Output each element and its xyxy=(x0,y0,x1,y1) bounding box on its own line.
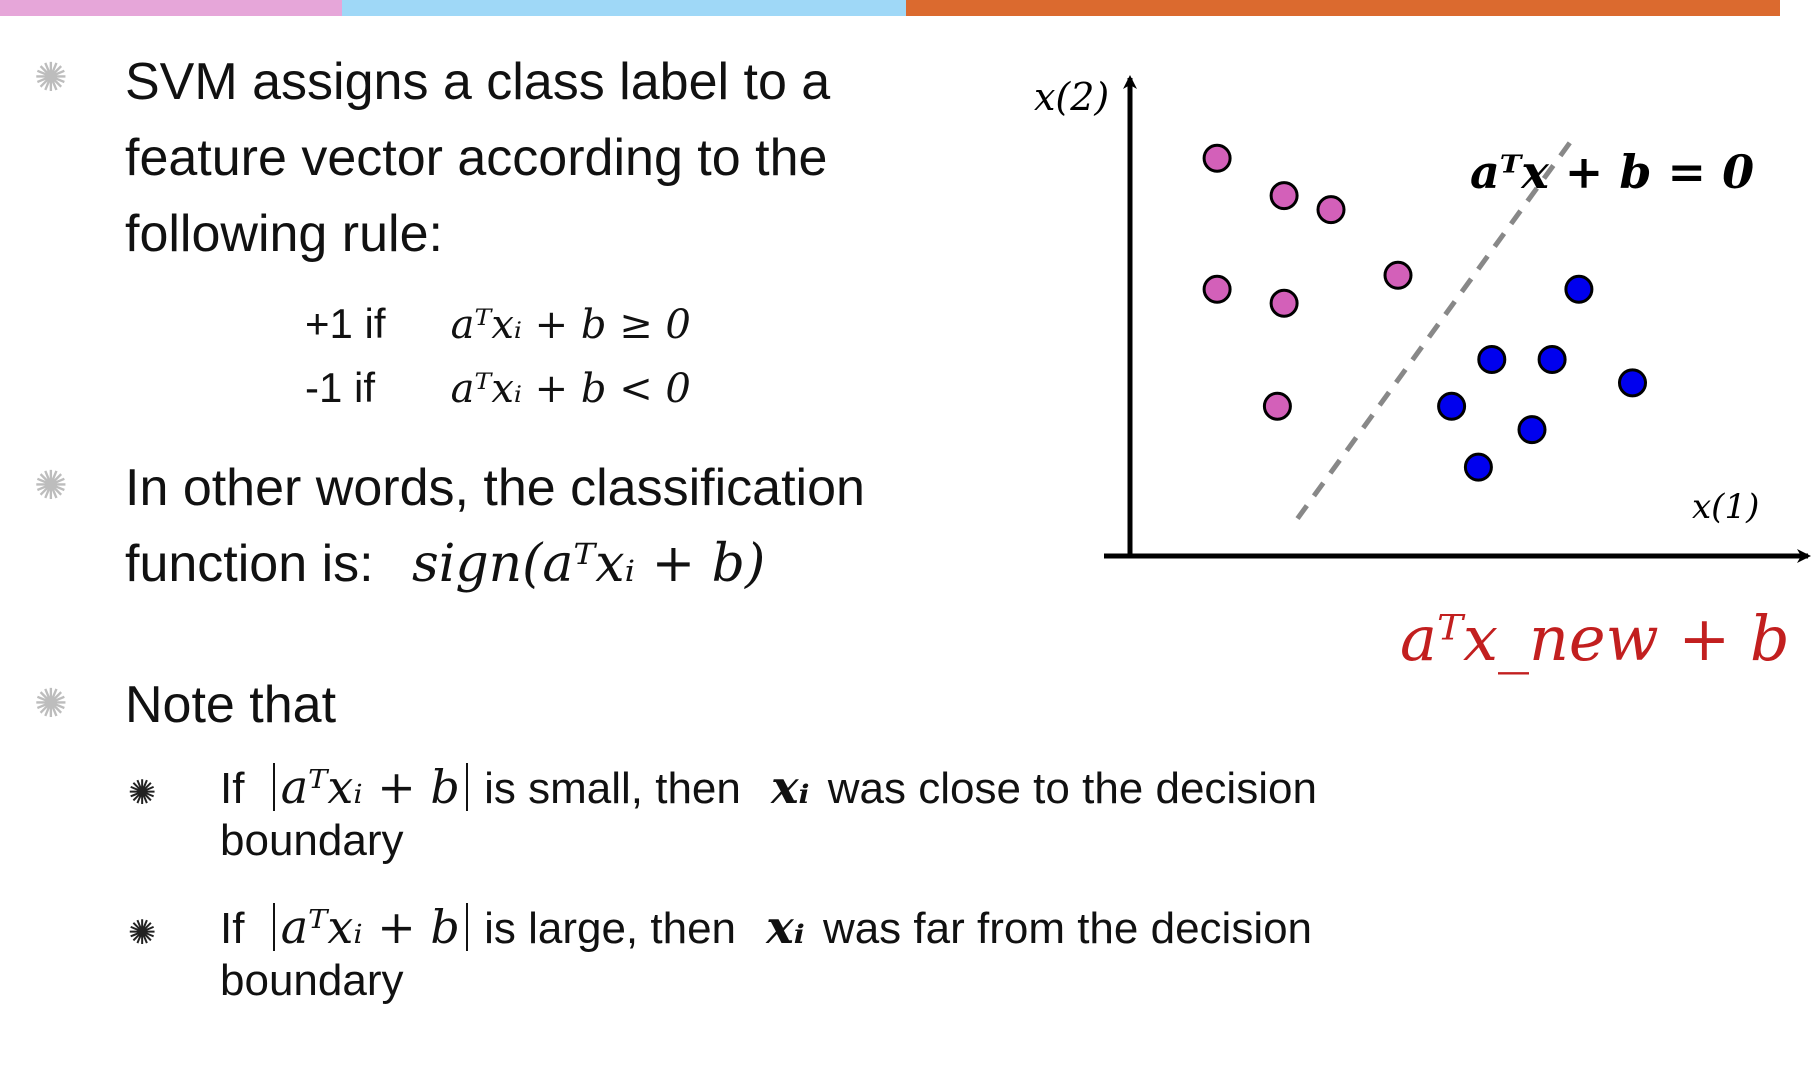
note-item-2-variable: xᵢ xyxy=(766,900,805,954)
starburst-bullet-icon: ✺ xyxy=(34,681,68,727)
other-words-function-label: function is: xyxy=(125,535,374,593)
other-words-line-2 xyxy=(125,526,865,602)
x-axis-label: x(1) xyxy=(1692,487,1760,527)
pink-class-point-2 xyxy=(1271,183,1297,209)
blue-class-point-7 xyxy=(1465,454,1491,480)
pink-class-point-5 xyxy=(1271,290,1297,316)
pink-class-point-7 xyxy=(1264,393,1290,419)
blue-class-point-4 xyxy=(1620,370,1646,396)
other-words-line-1: In other words, the classification xyxy=(125,459,865,517)
intro-line-1: SVM assigns a class label to a xyxy=(125,53,831,111)
note-item-2-line-2: boundary xyxy=(220,956,404,1006)
note-item-1-variable: xᵢ xyxy=(771,760,810,814)
classification-function-formula: sign(aᵀxᵢ + b) xyxy=(412,534,766,594)
note-item-1-suffix: was close to the decision xyxy=(827,764,1317,813)
note-item-2-suffix: was far from the decision xyxy=(822,904,1313,953)
rule-negative xyxy=(305,364,691,412)
svm-scatter-plot xyxy=(1034,48,1818,588)
handwritten-annotation xyxy=(1390,590,1790,700)
rule-negative-label: -1 if xyxy=(305,364,376,411)
rule-negative-formula: aᵀxᵢ + b < 0 xyxy=(450,366,691,412)
pink-class-point-4 xyxy=(1204,276,1230,302)
y-axis-label: x(2) xyxy=(1034,75,1110,119)
handwritten-expression: aᵀx_new + b xyxy=(1400,602,1790,675)
note-item-2-prefix: If xyxy=(220,904,245,953)
note-item-1-mid: is small, then xyxy=(484,764,741,813)
note-item-1-line-2: boundary xyxy=(220,816,404,866)
starburst-bullet-icon: ✺ xyxy=(128,913,157,953)
rule-positive xyxy=(305,300,691,348)
note-item-2 xyxy=(220,902,1312,1006)
intro-line-2: feature vector according to the xyxy=(125,129,828,187)
blue-class-point-3 xyxy=(1539,346,1565,372)
blue-class-point-5 xyxy=(1439,393,1465,419)
top-bar-pink xyxy=(0,0,342,16)
pink-class-point-1 xyxy=(1204,145,1230,171)
note-item-1-prefix: If xyxy=(220,764,245,813)
other-words-paragraph xyxy=(125,450,865,602)
starburst-bullet-icon: ✺ xyxy=(34,463,68,509)
note-item-1-abs-expression: aᵀxᵢ + b xyxy=(273,763,468,811)
blue-class-point-6 xyxy=(1519,417,1545,443)
note-item-1-line-1 xyxy=(220,762,1317,813)
starburst-bullet-icon: ✺ xyxy=(128,773,157,813)
note-item-1 xyxy=(220,762,1317,866)
note-item-2-abs-expression: aᵀxᵢ + b xyxy=(273,903,468,951)
rule-positive-formula: aᵀxᵢ + b ≥ 0 xyxy=(450,302,691,348)
rule-positive-label: +1 if xyxy=(305,300,386,347)
top-bar-orange xyxy=(906,0,1780,16)
note-title: Note that xyxy=(125,676,337,734)
blue-class-point-1 xyxy=(1566,276,1592,302)
pink-class-point-3 xyxy=(1318,197,1344,223)
top-bar-blue xyxy=(342,0,906,16)
decision-boundary-label: aᵀx + b = 0 xyxy=(1470,145,1755,199)
note-item-2-line-1 xyxy=(220,902,1312,953)
starburst-bullet-icon: ✺ xyxy=(34,55,68,101)
blue-class-point-2 xyxy=(1479,346,1505,372)
note-item-2-mid: is large, then xyxy=(484,904,737,953)
pink-class-point-6 xyxy=(1385,262,1411,288)
intro-line-3: following rule: xyxy=(125,205,443,263)
intro-paragraph xyxy=(125,44,830,272)
decision-boundary-line xyxy=(1298,139,1573,518)
